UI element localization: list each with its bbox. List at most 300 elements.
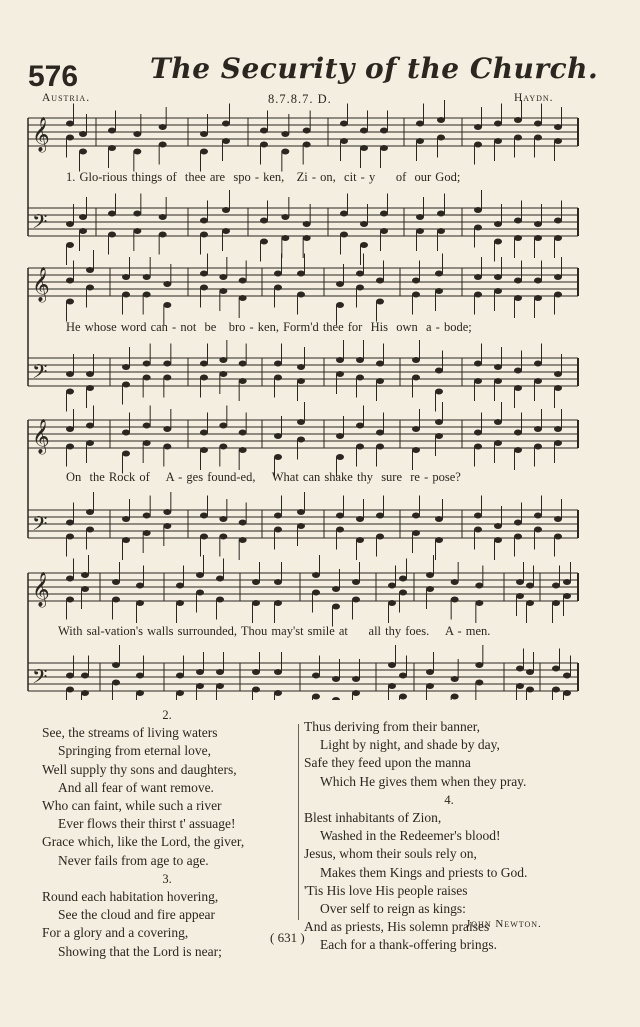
bass-clef: 𝄢 [32, 512, 48, 540]
note-head [159, 214, 167, 220]
verse-line: Springing from eternal love, [58, 743, 211, 759]
note-head [399, 673, 407, 679]
note-head [494, 239, 502, 245]
note-head [216, 576, 224, 582]
note-head [86, 440, 94, 446]
note-head [554, 235, 562, 241]
note-head [133, 149, 141, 155]
note-head [516, 666, 524, 672]
note-head [336, 527, 344, 533]
note-head [356, 516, 364, 522]
note-head [416, 138, 424, 144]
note-head [200, 430, 208, 436]
note-head [332, 586, 340, 592]
note-head [66, 135, 74, 141]
note-head [494, 221, 502, 227]
note-head [336, 454, 344, 460]
verse-column-left [42, 706, 292, 961]
note-head [474, 527, 482, 533]
note-head [216, 669, 224, 675]
note-head [176, 583, 184, 589]
note-head [200, 375, 208, 381]
note-head [554, 292, 562, 298]
note-head [200, 361, 208, 367]
note-head [196, 669, 204, 675]
note-head [426, 572, 434, 578]
note-head [399, 576, 407, 582]
note-head [122, 451, 130, 457]
note-head [534, 121, 542, 127]
note-head [216, 597, 224, 603]
note-head [222, 121, 230, 127]
note-head [388, 662, 396, 668]
note-head [340, 121, 348, 127]
verse-line: Over self to reign as kings: [320, 901, 466, 917]
note-head [108, 145, 116, 151]
note-head [133, 228, 141, 234]
note-head [563, 673, 571, 679]
note-head [108, 128, 116, 134]
note-head [66, 534, 74, 540]
page-number: ( 631 ) [270, 930, 305, 945]
verse-line: See, the streams of living waters [42, 725, 218, 741]
tune-name: Austria. [42, 92, 91, 104]
author-credit: John Newton. [466, 918, 542, 930]
verse-line: Each for a thank-offering brings. [320, 937, 498, 953]
note-head [260, 142, 268, 148]
note-head [514, 430, 522, 436]
note-head [552, 583, 560, 589]
note-head [66, 371, 74, 377]
note-head [274, 271, 282, 277]
note-head [426, 669, 434, 675]
note-head [416, 121, 424, 127]
verse-line: Ever flows their thirst t' assuage! [58, 816, 236, 832]
note-head [79, 149, 87, 155]
verse-line: Blest inhabitants of Zion, [304, 810, 442, 826]
note-head [474, 361, 482, 367]
note-head [435, 271, 443, 277]
note-head [388, 600, 396, 606]
note-head [554, 426, 562, 432]
note-head [252, 600, 260, 606]
note-head [494, 364, 502, 370]
note-head [534, 426, 542, 432]
note-head [274, 285, 282, 291]
note-head [274, 600, 282, 606]
verse-line: And all fear of want remove. [58, 779, 214, 795]
note-head [514, 368, 522, 374]
note-head [281, 235, 289, 241]
note-head [494, 378, 502, 384]
note-head [143, 423, 151, 429]
note-head [112, 662, 120, 668]
note-head [133, 131, 141, 137]
note-head [79, 228, 87, 234]
note-head [552, 600, 560, 606]
note-head [122, 382, 130, 388]
note-head [239, 447, 247, 453]
note-head [163, 375, 171, 381]
note-head [399, 694, 407, 700]
note-head [122, 537, 130, 543]
note-head [516, 593, 524, 599]
note-head [340, 232, 348, 238]
note-head [143, 513, 151, 519]
note-head [475, 583, 483, 589]
note-head [526, 583, 534, 589]
note-head [196, 683, 204, 689]
note-head [435, 419, 443, 425]
note-head [534, 235, 542, 241]
note-head [554, 534, 562, 540]
note-head [451, 694, 459, 700]
note-head [534, 278, 542, 284]
note-head [200, 271, 208, 277]
note-head [412, 292, 420, 298]
note-head [143, 530, 151, 536]
note-head [239, 295, 247, 301]
note-head [86, 385, 94, 391]
note-head [219, 423, 227, 429]
note-head [514, 447, 522, 453]
note-head [239, 361, 247, 367]
note-head [514, 520, 522, 526]
verse-line: For a glory and a covering, [42, 925, 189, 941]
note-head [163, 281, 171, 287]
note-head [252, 579, 260, 585]
note-head [494, 288, 502, 294]
verse-line: Round each habitation hovering, [42, 889, 219, 905]
note-head [281, 131, 289, 137]
verse-line: Which He gives them when they pray. [320, 773, 527, 789]
note-head [376, 299, 384, 305]
note-head [86, 285, 94, 291]
note-head [475, 662, 483, 668]
note-head [143, 292, 151, 298]
note-head [437, 228, 445, 234]
note-head [200, 232, 208, 238]
note-head [451, 579, 459, 585]
note-head [281, 149, 289, 155]
note-head [526, 669, 534, 675]
lyric-line-1: 1. Glo-rious things of thee are spo - ken, Zi - on, cit - y of our God; [66, 170, 461, 184]
note-head [552, 666, 560, 672]
note-head [475, 600, 483, 606]
note-head [219, 274, 227, 280]
note-head [66, 673, 74, 679]
hymn-number: 576 [28, 60, 79, 93]
note-head [474, 430, 482, 436]
note-head [159, 232, 167, 238]
note-head [474, 274, 482, 280]
note-head [494, 121, 502, 127]
note-head [494, 523, 502, 529]
note-head [399, 590, 407, 596]
verse-line: See the cloud and fire appear [58, 907, 216, 923]
lyric-line-4: With sal-vation's walls surrounded, Thou may'st smile at all thy foes. A - men. [58, 624, 491, 638]
note-head [494, 138, 502, 144]
note-head [260, 128, 268, 134]
note-head [66, 221, 74, 227]
note-head [376, 513, 384, 519]
note-head [340, 138, 348, 144]
note-head [200, 285, 208, 291]
note-head [112, 579, 120, 585]
note-head [534, 513, 542, 519]
note-head [376, 430, 384, 436]
verse-line: And as priests, His solemn praises [304, 919, 490, 935]
note-head [352, 579, 360, 585]
note-head [297, 378, 305, 384]
note-head [219, 516, 227, 522]
note-head [303, 221, 311, 227]
note-head [332, 676, 340, 682]
note-head [563, 593, 571, 599]
bass-clef: 𝄢 [32, 360, 48, 388]
note-head [163, 523, 171, 529]
note-head [534, 135, 542, 141]
note-head [437, 211, 445, 217]
note-head [133, 211, 141, 217]
note-head [494, 274, 502, 280]
note-head [451, 597, 459, 603]
note-head [163, 426, 171, 432]
note-head [356, 271, 364, 277]
note-head [336, 357, 344, 363]
note-head [222, 228, 230, 234]
note-head [81, 572, 89, 578]
note-head [352, 676, 360, 682]
lyric-line-3: On the Rock of A - ges found-ed, What can shake thy sure re - pose? [66, 470, 461, 484]
note-head [426, 586, 434, 592]
note-head [274, 690, 282, 696]
note-head [494, 537, 502, 543]
note-head [176, 673, 184, 679]
note-head [437, 117, 445, 123]
note-head [388, 683, 396, 689]
note-head [66, 389, 74, 395]
treble-clef: 𝄞 [32, 117, 50, 152]
note-head [79, 214, 87, 220]
note-head [356, 537, 364, 543]
note-head [494, 440, 502, 446]
note-head [163, 302, 171, 308]
note-head [352, 597, 360, 603]
note-head [336, 371, 344, 377]
note-head [312, 694, 320, 700]
note-head [239, 537, 247, 543]
note-head [176, 690, 184, 696]
note-head [554, 274, 562, 280]
note-head [196, 590, 204, 596]
note-head [435, 537, 443, 543]
note-head [66, 520, 74, 526]
note-head [176, 600, 184, 606]
verse-number: 4. [444, 792, 454, 807]
lyric-line-2: He whose word can - not be bro - ken, Form'd thee for His own a - bode; [66, 320, 472, 334]
note-head [122, 274, 130, 280]
note-head [412, 357, 420, 363]
note-head [297, 523, 305, 529]
note-head [274, 375, 282, 381]
note-head [260, 218, 268, 224]
note-head [474, 225, 482, 231]
note-head [514, 218, 522, 224]
note-head [356, 444, 364, 450]
note-head [360, 221, 368, 227]
note-head [388, 583, 396, 589]
note-head [297, 364, 305, 370]
note-head [81, 690, 89, 696]
hymn-title: The Security of the Church. [150, 52, 599, 85]
note-head [376, 534, 384, 540]
note-head [200, 218, 208, 224]
note-head [534, 378, 542, 384]
note-head [159, 142, 167, 148]
note-head [514, 117, 522, 123]
note-head [376, 444, 384, 450]
note-head [66, 278, 74, 284]
note-head [66, 242, 74, 248]
note-head [143, 274, 151, 280]
note-head [416, 214, 424, 220]
note-head [360, 242, 368, 248]
note-head [86, 423, 94, 429]
note-head [239, 278, 247, 284]
note-head [356, 285, 364, 291]
note-head [516, 683, 524, 689]
note-head [435, 389, 443, 395]
verse-line: Makes them Kings and priests to God. [320, 864, 528, 880]
note-head [312, 590, 320, 596]
note-head [474, 142, 482, 148]
note-head [437, 135, 445, 141]
note-head [412, 530, 420, 536]
note-head [216, 683, 224, 689]
note-head [376, 278, 384, 284]
note-head [274, 454, 282, 460]
note-head [79, 131, 87, 137]
note-head [514, 534, 522, 540]
note-head [66, 299, 74, 305]
note-head [252, 687, 260, 693]
note-head [336, 513, 344, 519]
note-head [412, 426, 420, 432]
note-head [332, 697, 340, 700]
note-head [554, 371, 562, 377]
note-head [143, 361, 151, 367]
note-head [274, 579, 282, 585]
note-head [336, 281, 344, 287]
note-head [281, 214, 289, 220]
note-head [312, 572, 320, 578]
verse-line: Safe they feed upon the manna [304, 755, 471, 771]
note-head [303, 142, 311, 148]
verse-line: Showing that the Lord is near; [58, 943, 222, 959]
note-head [534, 444, 542, 450]
composer: Haydn. [514, 92, 554, 104]
treble-clef: 𝄞 [32, 572, 50, 607]
note-head [86, 371, 94, 377]
note-head [136, 600, 144, 606]
note-head [200, 513, 208, 519]
note-head [297, 292, 305, 298]
note-head [435, 288, 443, 294]
note-head [274, 513, 282, 519]
note-head [563, 579, 571, 585]
note-head [163, 444, 171, 450]
note-head [81, 673, 89, 679]
note-head [122, 364, 130, 370]
note-head [336, 302, 344, 308]
note-head [412, 447, 420, 453]
note-head [451, 676, 459, 682]
note-head [514, 235, 522, 241]
note-head [356, 375, 364, 381]
note-head [112, 597, 120, 603]
note-head [380, 128, 388, 134]
note-head [534, 361, 542, 367]
note-head [274, 527, 282, 533]
note-head [435, 516, 443, 522]
note-head [340, 211, 348, 217]
note-head [554, 124, 562, 130]
note-head [534, 221, 542, 227]
verse-line: Never fails from age to age. [58, 852, 209, 868]
column-divider [298, 724, 299, 920]
note-head [474, 378, 482, 384]
note-head [222, 207, 230, 213]
verse-line: Jesus, whom their souls rely on, [304, 846, 477, 862]
verse-line: Who can faint, while such a river [42, 798, 222, 814]
note-head [66, 121, 74, 127]
verse-column-right [304, 718, 594, 955]
note-head [66, 597, 74, 603]
note-head [200, 447, 208, 453]
note-head [163, 509, 171, 515]
note-head [412, 375, 420, 381]
verse-line: Light by night, and shade by day, [320, 737, 500, 753]
note-head [122, 430, 130, 436]
note-head [136, 673, 144, 679]
note-head [66, 444, 74, 450]
note-head [563, 690, 571, 696]
note-head [219, 357, 227, 363]
bass-clef: 𝄢 [32, 665, 48, 693]
note-head [514, 135, 522, 141]
note-head [336, 433, 344, 439]
note-head [66, 687, 74, 693]
note-head [554, 138, 562, 144]
note-head [297, 509, 305, 515]
note-head [219, 444, 227, 450]
note-head [108, 232, 116, 238]
note-head [475, 680, 483, 686]
note-head [352, 690, 360, 696]
verse-line: 'Tis His love His people raises [304, 882, 468, 898]
verse-number: 2. [162, 708, 172, 722]
meter: 8.7.8.7. D. [268, 92, 332, 106]
note-head [474, 207, 482, 213]
note-head [554, 385, 562, 391]
note-head [239, 378, 247, 384]
note-head [274, 669, 282, 675]
verse-line: Thus deriving from their banner, [304, 719, 481, 734]
note-head [526, 687, 534, 693]
note-head [552, 687, 560, 693]
note-head [435, 433, 443, 439]
